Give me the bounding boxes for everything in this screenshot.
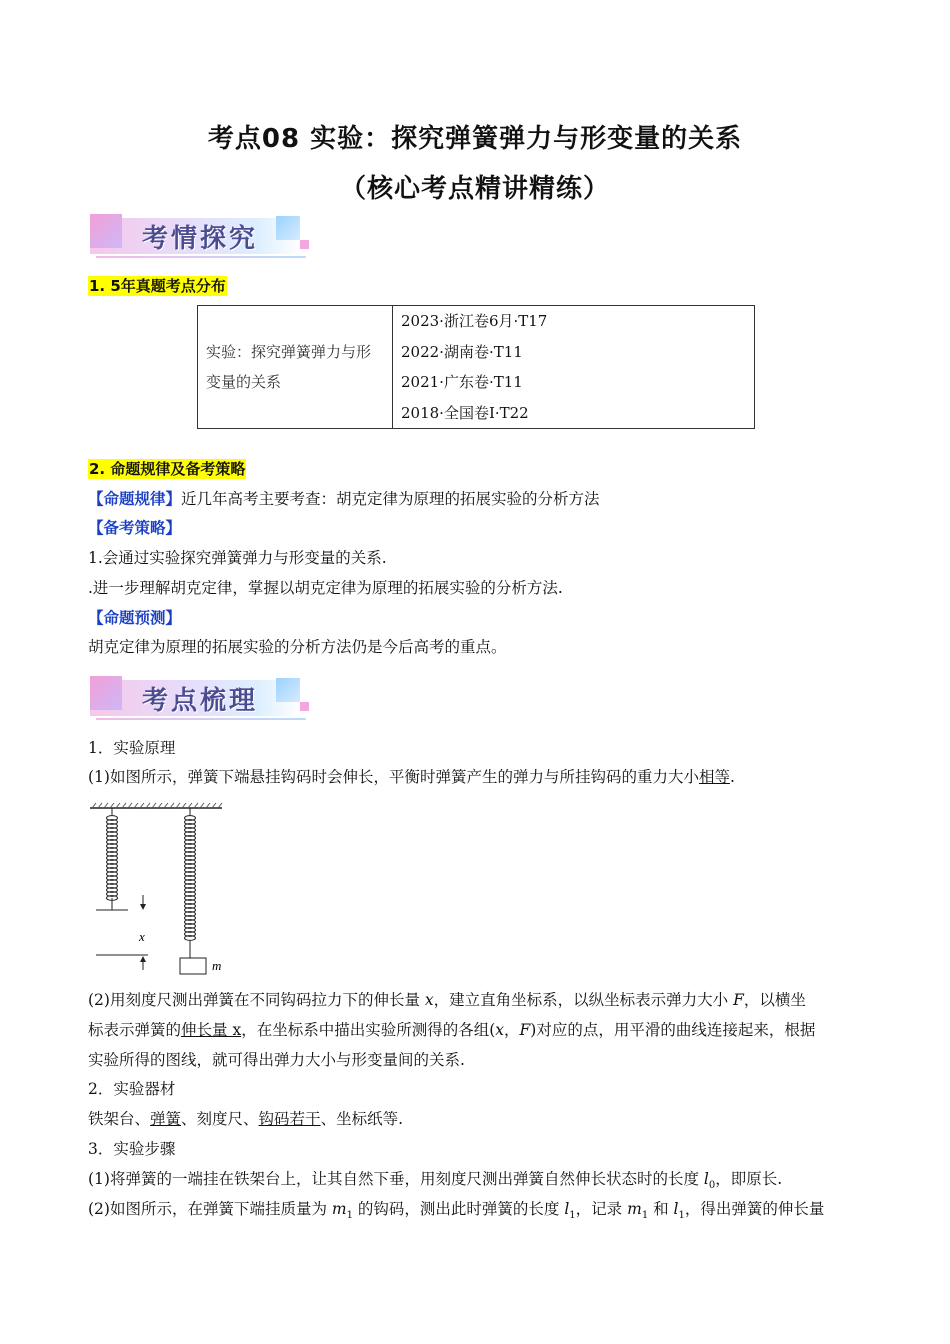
principle-paragraph-1: (1)如图所示，弹簧下端悬挂钩码时会伸长，平衡时弹簧产生的弹力与所挂钩码的重力大小相等. — [88, 768, 735, 786]
label-x: x — [139, 929, 145, 944]
table-items-cell — [393, 306, 755, 429]
predict-text: 胡克定律为原理的拓展实验的分析方法仍是今后高考的重点。 — [88, 638, 507, 656]
strategy-label-text: 【备考策略】 — [88, 519, 182, 537]
section-heading-5yr: 1. 5年真题考点分布 — [89, 277, 226, 295]
banner-label: 考点梳理 — [142, 686, 259, 716]
exam-distribution-table — [197, 305, 755, 429]
banner-label: 考情探究 — [142, 224, 259, 254]
section-banner-key-points — [90, 676, 320, 722]
strategy-item-1: 1.会通过实验探究弹簧弹力与形变量的关系. — [88, 549, 387, 567]
section-heading-strategy: 2. 命题规律及备考策略 — [89, 460, 246, 478]
answer-underline: 相等 — [698, 768, 730, 786]
page-title: 考点08 实验：探究弹簧弹力与形变量的关系 — [207, 124, 743, 154]
principle-paragraph-2-line1: (2)用刻度尺测出弹簧在不同钩码拉力下的伸长量 x，建立直角坐标系，以纵坐标表示弹力大小 F，以横坐 — [88, 991, 806, 1009]
heading-principle: 1．实验原理 — [88, 739, 176, 757]
step-2: (2)如图所示，在弹簧下端挂质量为 $m_1$ 的钩码，测出此时弹簧的长度 $l_1$，记录 $m_1$ 和 $l_1$，得出弹簧的伸长量 — [88, 1200, 825, 1222]
spring-figure — [88, 800, 238, 980]
rule-label: 【命题规律】 — [88, 490, 182, 508]
predict-label — [88, 607, 181, 629]
strategy-label — [88, 517, 181, 539]
label-m: m — [212, 958, 222, 973]
strategy-item-2: .进一步理解胡克定律，掌握以胡克定律为原理的拓展实验的分析方法. — [88, 579, 563, 597]
answer-underline: 伸长量 x — [181, 1021, 242, 1039]
table-item: 2018·全国卷Ⅰ·T22 — [401, 403, 529, 422]
principle-paragraph-2-line2: 标表示弹簧的伸长量 x，在坐标系中描出实验所测得的各组(x，F)对应的点，用平滑的曲线连接起来，根据 — [88, 1021, 816, 1039]
step-1: (1)将弹簧的一端挂在铁架台上，让其自然下垂，用刻度尺测出弹簧自然伸长状态时的长度 $l_0$，即原长. — [88, 1170, 783, 1192]
table-item: 2023·浙江卷6月·T17 — [401, 312, 548, 330]
table-item: 2022·湖南卷·T11 — [401, 342, 523, 361]
table-topic-cell: 实验：探究弹簧弹力与形变量的关系 — [198, 306, 393, 429]
rule-text: 近几年高考主要考查：胡克定律为原理的拓展实验的分析方法 — [181, 490, 600, 508]
predict-label-text: 【命题预测】 — [88, 609, 182, 627]
heading-equipment: 2．实验器材 — [88, 1080, 176, 1098]
principle-paragraph-2-line3: 实验所得的图线，就可得出弹力大小与形变量间的关系. — [88, 1051, 465, 1069]
table-item: 2021·广东卷·T11 — [401, 373, 523, 391]
page-subtitle: （核心考点精讲精练） — [339, 174, 610, 204]
heading-steps: 3．实验步骤 — [88, 1140, 176, 1158]
rule-paragraph — [88, 488, 600, 510]
equipment-list: 铁架台、弹簧、刻度尺、钩码若干、坐标纸等. — [88, 1110, 403, 1128]
section-banner-exam-analysis — [90, 214, 320, 260]
